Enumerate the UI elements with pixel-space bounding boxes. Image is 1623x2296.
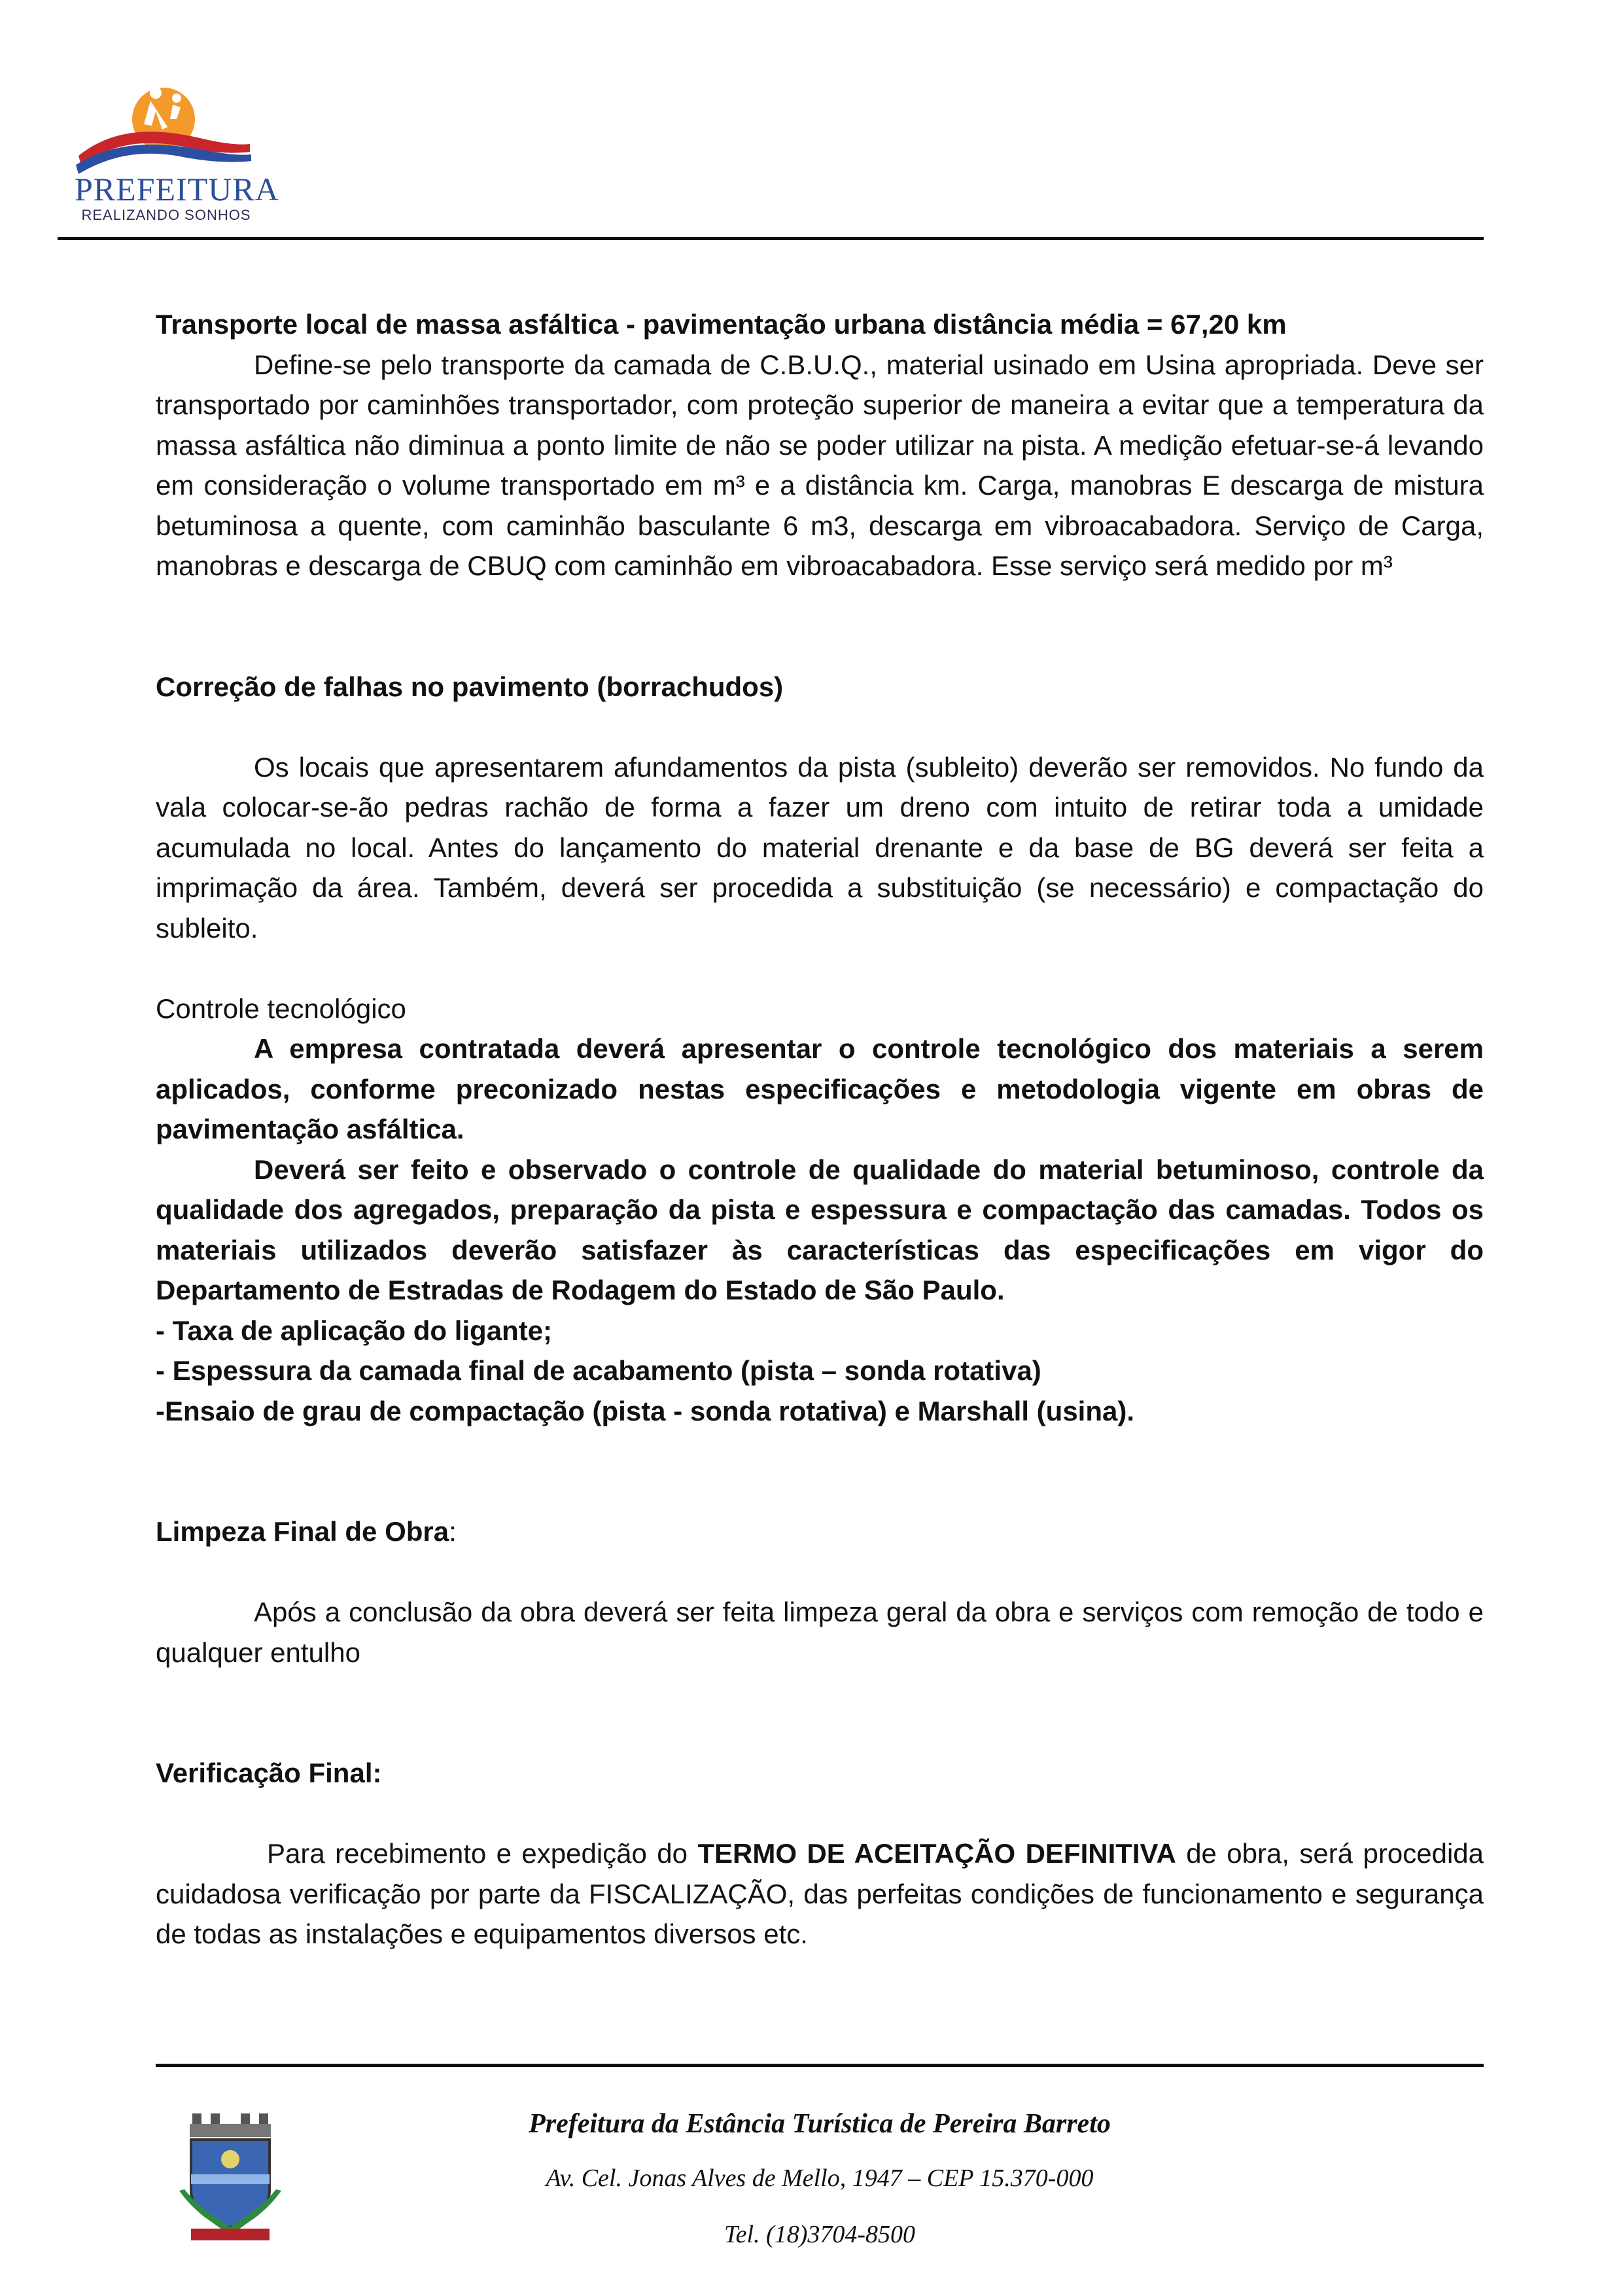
paragraph-controle-1: A empresa contratada deverá apresentar o controle tecnológico dos materiais a serem aplicados, conforme preconizado nestas especificações e metodologia vigente em obras de pavimentação asfáltica. xyxy=(156,1033,1484,1144)
paragraph-correcao: Os locais que apresentarem afundamentos da pista (subleito) deverão ser removidos. No fundo da vala colocar-se-ão pedras rachão de forma a fazer um dreno com intuito de retirar toda a umidade acumulada no local. Antes do lançamento do material drenante e da base de BG deverá ser feita a imprimação da área. Também, deverá ser procedida a substituição (se necessário) e compactação do subleito. xyxy=(156,751,1484,944)
section-title-transporte: Transporte local de massa asfáltica - pavimentação urbana distância média = 67,20 km xyxy=(156,309,1287,340)
paragraph-limpeza: Após a conclusão da obra deverá ser feita limpeza geral da obra e serviços com remoção de todo e qualquer entulho xyxy=(156,1597,1484,1668)
logo-emblem-icon xyxy=(72,79,255,177)
logo-subtitle: REALIZANDO SONHOS xyxy=(81,207,251,223)
footer-address: Av. Cel. Jonas Alves de Mello, 1947 – CEP 15.370-000 xyxy=(546,2164,1094,2192)
list-item-ensaio: -Ensaio de grau de compactação (pista - sonda rotativa) e Marshall (usina). xyxy=(156,1395,1135,1426)
paragraph-transporte: Define-se pelo transporte da camada de C.B.U.Q., material usinado em Usina apropriada. Deve ser transportado por caminhões transportador, com proteção superior de maneira a evitar que a temperatura da massa asfáltica não diminua a ponto limite de não se poder utilizar na pista. A medição efetuar-se-á levando em consideração o volume transportado em m³ e a distância km. Carga, manobras E descarga de mistura betuminosa a quente, com caminhão basculante 6 m3, descarga em vibroacabadora. Serviço de Carga, manobras e descarga de CBUQ com caminhão em vibroacabadora. Esse serviço será medido por m³ xyxy=(156,349,1484,581)
logo-title: PREFEITURA xyxy=(75,171,279,207)
document-body xyxy=(156,304,1484,1954)
footer-phone: Tel. (18)3704-8500 xyxy=(724,2221,916,2248)
paragraph-controle-2: Deverá ser feito e observado o controle de qualidade do material betuminoso, controle da qualidade dos agregados, preparação da pista e espessura e compactação das camadas. Todos os materiais utilizados deverão satisfazer às características das especificações em vigor do Departamento de Estradas de Rodagem do Estado de São Paulo. xyxy=(156,1154,1484,1305)
footer-divider xyxy=(156,2064,1484,2067)
list-item-taxa: - Taxa de aplicação do ligante; xyxy=(156,1315,553,1346)
list-item-espessura: - Espessura da camada final de acabamento (pista – sonda rotativa) xyxy=(156,1355,1041,1386)
section-title-correcao: Correção de falhas no pavimento (borrachudos) xyxy=(156,671,784,702)
prefeitura-logo xyxy=(72,79,279,229)
paragraph-verificacao: Para recebimento e expedição do TERMO DE ACEITAÇÃO DEFINITIVA de obra, será procedida cuidadosa verificação por parte da FISCALIZAÇÃO, das perfeitas condições de funcionamento e segurança de todas as instalações e equipamentos diversos etc. xyxy=(156,1838,1484,1949)
section-title-controle: Controle tecnológico xyxy=(156,993,406,1024)
section-title-limpeza: Limpeza Final de Obra: xyxy=(156,1516,457,1547)
section-title-verificacao: Verificação Final: xyxy=(156,1757,382,1788)
header-divider xyxy=(58,237,1484,240)
footer-institution: Prefeitura da Estância Turística de Pereira Barreto xyxy=(529,2109,1111,2139)
